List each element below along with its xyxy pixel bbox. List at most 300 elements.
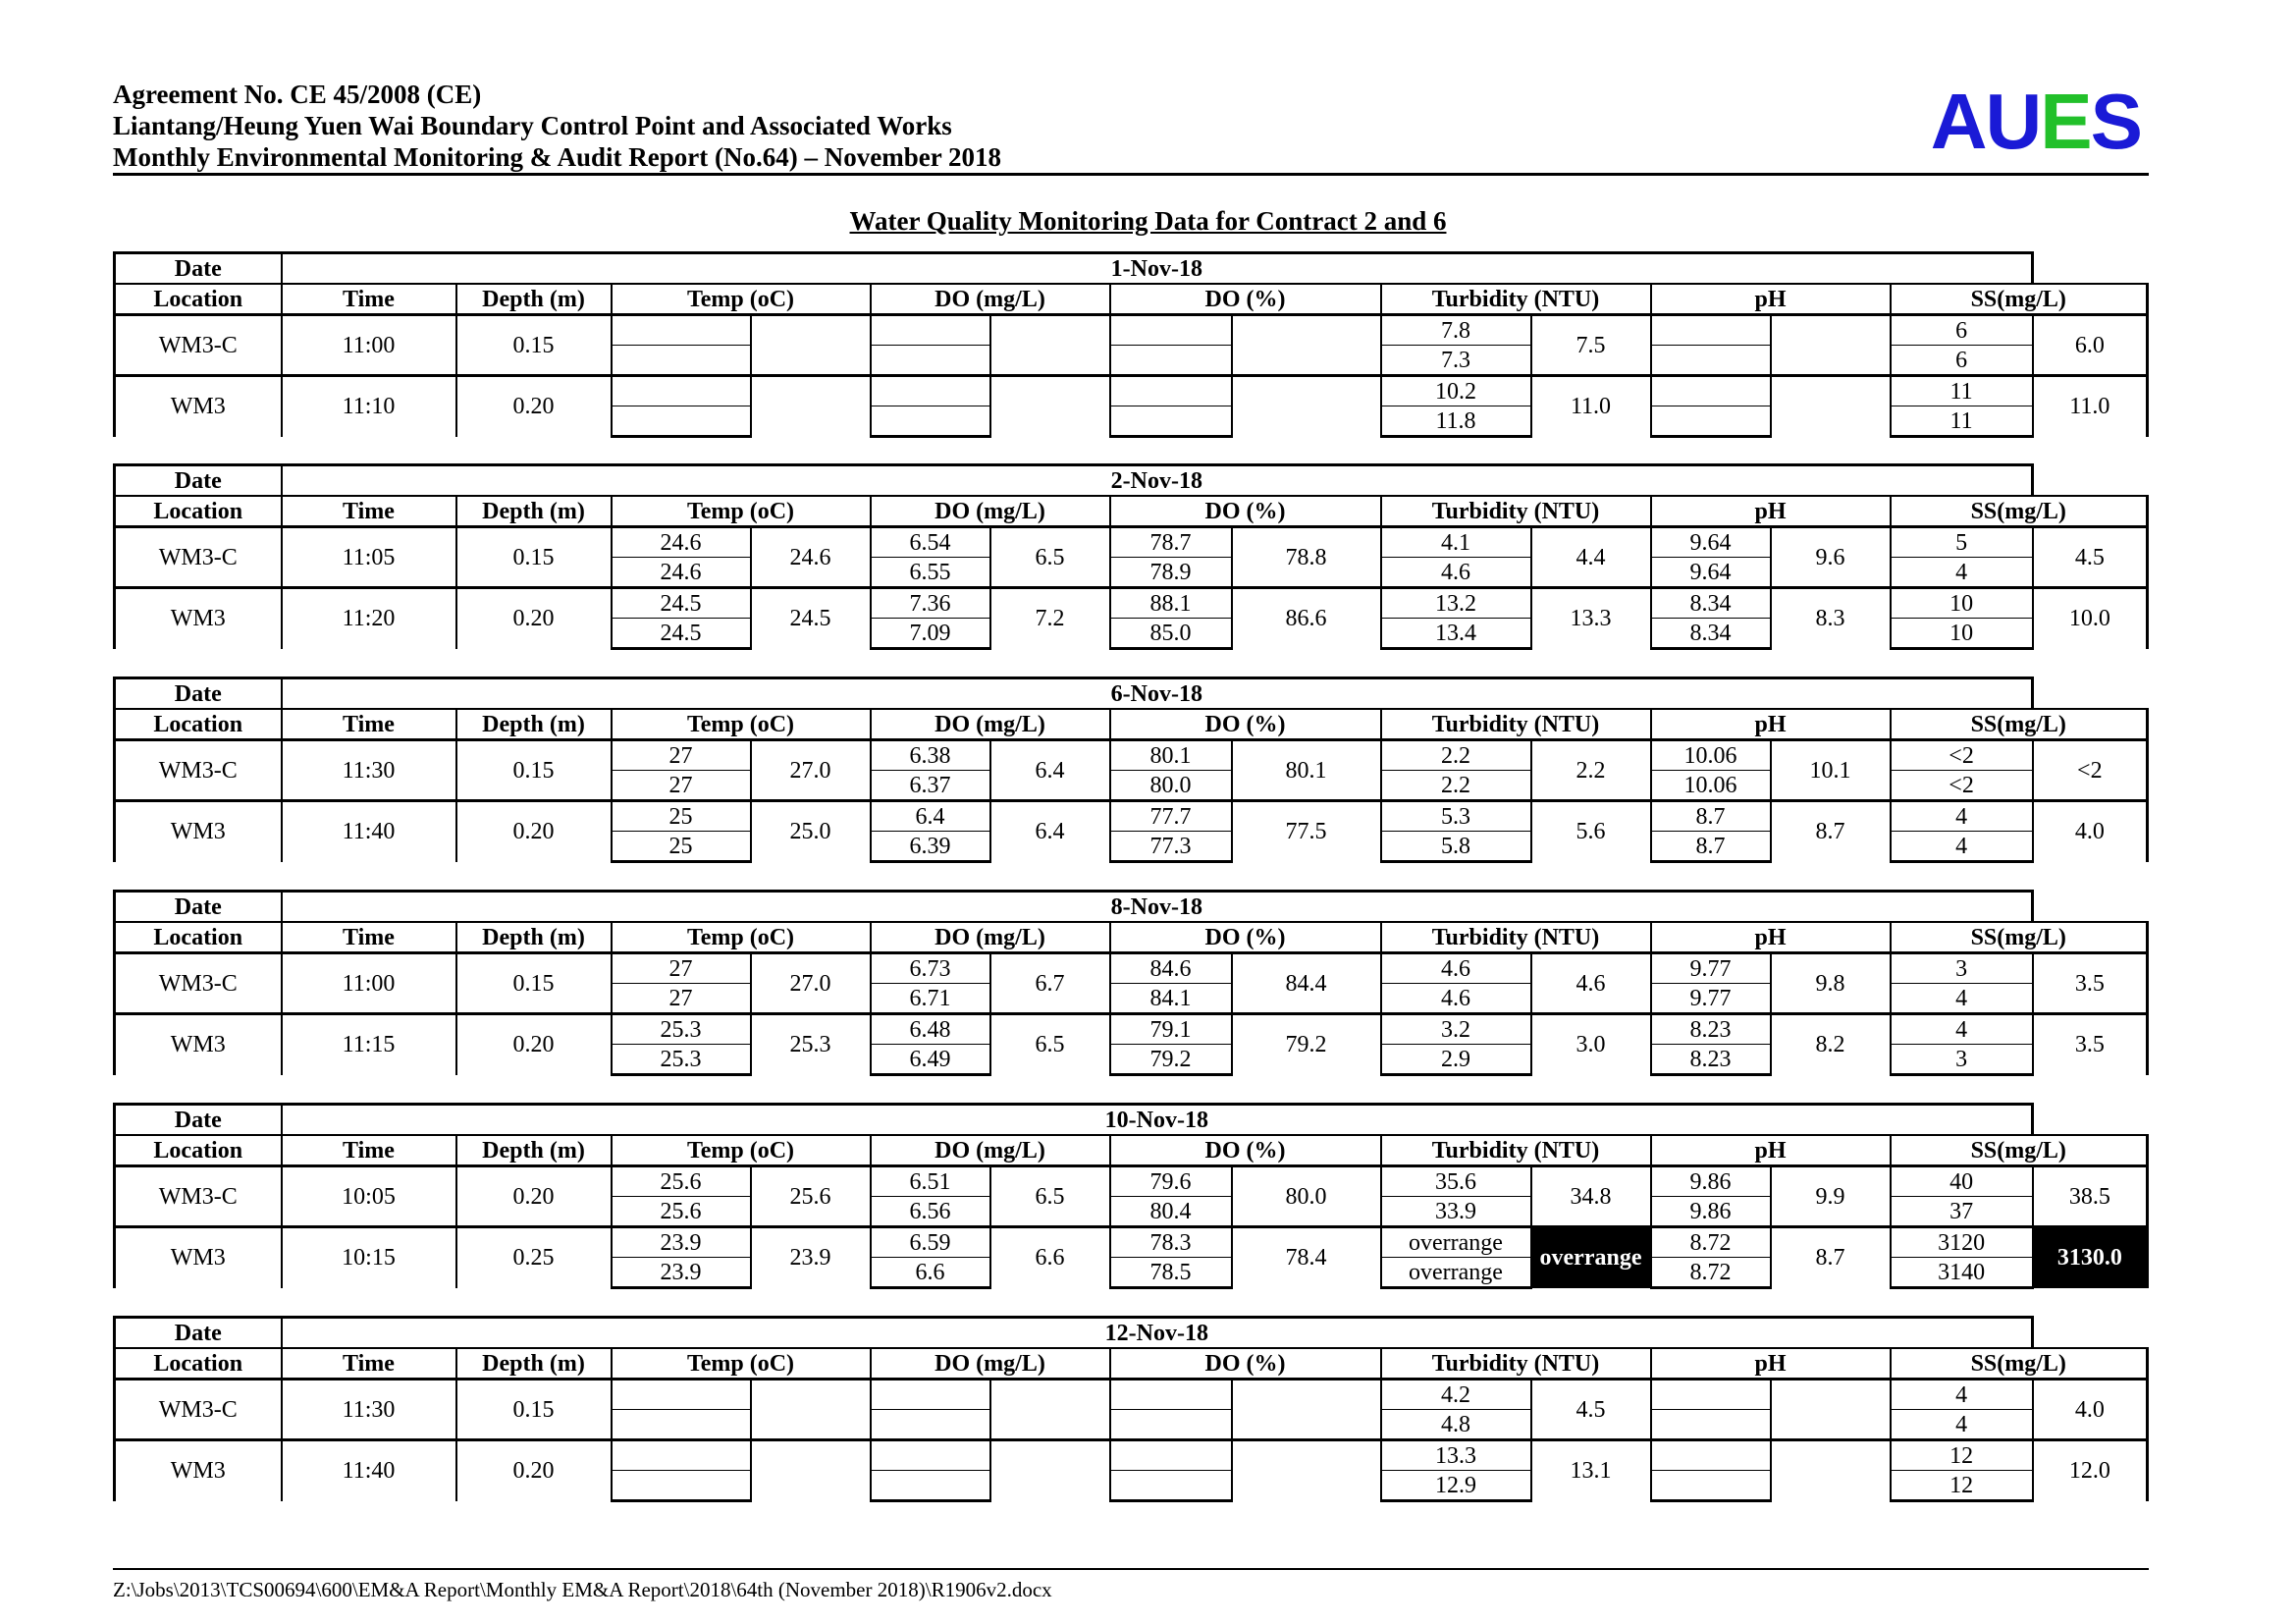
ss-reading: 11 (1891, 376, 2033, 406)
temp-avg: 24.6 (751, 527, 871, 588)
ss-reading: 10 (1891, 588, 2033, 619)
do-mg-reading: 6.37 (871, 771, 990, 801)
temp-header: Temp (oC) (612, 1348, 871, 1380)
ss-reading: <2 (1891, 740, 2033, 771)
temp-header: Temp (oC) (612, 1135, 871, 1166)
ph-reading: 8.23 (1651, 1045, 1771, 1075)
ph-header: pH (1651, 1135, 1891, 1166)
ph-avg: 8.2 (1771, 1014, 1891, 1075)
aues-logo (1930, 78, 2141, 165)
ph-header: pH (1651, 922, 1891, 953)
depth-cell: 0.15 (456, 527, 612, 588)
do-mg-reading (871, 1471, 990, 1501)
turbidity-reading: 2.2 (1381, 740, 1531, 771)
date-label: Date (115, 253, 282, 285)
ss-reading: 6 (1891, 315, 2033, 346)
temp-avg (751, 376, 871, 437)
do-pct-reading: 79.1 (1110, 1014, 1232, 1045)
project-name: Liantang/Heung Yuen Wai Boundary Control Point and Associated Works (113, 111, 952, 140)
turbidity-avg: 2.2 (1531, 740, 1651, 801)
temp-avg (751, 1440, 871, 1501)
page-title: Water Quality Monitoring Data for Contract 2 and 6 (849, 206, 1447, 236)
temp-avg (751, 315, 871, 376)
logo-letter: A (1930, 78, 1986, 165)
time-header: Time (282, 1135, 456, 1166)
do-mg-avg: 6.4 (990, 801, 1110, 862)
do-pct-reading: 79.2 (1110, 1045, 1232, 1075)
agreement-number: Agreement No. CE 45/2008 (CE) (113, 80, 482, 109)
ss-reading: 4 (1891, 832, 2033, 862)
ss-header: SS(mg/L) (1891, 709, 2148, 740)
do-pct-avg: 78.8 (1232, 527, 1381, 588)
file-path-footer: Z:\Jobs\2013\TCS00694\600\EM&A Report\Monthly EM&A Report\2018\64th (November 2018)\R1906v2.docx (113, 1568, 2149, 1602)
do-mg-avg: 6.7 (990, 953, 1110, 1014)
temp-header: Temp (oC) (612, 709, 871, 740)
monitoring-table (113, 463, 2149, 650)
ph-reading: 9.77 (1651, 953, 1771, 984)
ss-avg: 11.0 (2033, 376, 2148, 437)
ph-header: pH (1651, 709, 1891, 740)
turbidity-reading: 33.9 (1381, 1197, 1531, 1227)
temp-reading (612, 346, 751, 376)
time-cell: 10:05 (282, 1166, 456, 1227)
time-cell: 11:05 (282, 527, 456, 588)
ph-avg: 8.3 (1771, 588, 1891, 649)
turbidity-reading: 11.8 (1381, 406, 1531, 437)
ph-reading: 9.86 (1651, 1166, 1771, 1197)
do-pct-reading: 78.3 (1110, 1227, 1232, 1258)
date-value: 12-Nov-18 (282, 1318, 2033, 1349)
location-cell: WM3-C (115, 1380, 282, 1440)
temp-avg (751, 1380, 871, 1440)
time-cell: 11:15 (282, 1014, 456, 1075)
location-header: Location (115, 922, 282, 953)
do-pct-avg: 78.4 (1232, 1227, 1381, 1288)
ss-header: SS(mg/L) (1891, 922, 2148, 953)
do-mg-avg: 6.6 (990, 1227, 1110, 1288)
ph-reading: 8.7 (1651, 832, 1771, 862)
date-value: 10-Nov-18 (282, 1105, 2033, 1136)
do-mg-header: DO (mg/L) (871, 284, 1110, 315)
do-mg-header: DO (mg/L) (871, 922, 1110, 953)
location-cell: WM3-C (115, 315, 282, 376)
ss-reading: 37 (1891, 1197, 2033, 1227)
turbidity-reading: 12.9 (1381, 1471, 1531, 1501)
date-label: Date (115, 678, 282, 710)
ss-reading: 4 (1891, 801, 2033, 832)
do-pct-reading: 78.7 (1110, 527, 1232, 558)
ph-reading (1651, 1410, 1771, 1440)
do-pct-reading (1110, 376, 1232, 406)
do-pct-reading (1110, 406, 1232, 437)
location-cell: WM3 (115, 1227, 282, 1288)
temp-avg: 27.0 (751, 953, 871, 1014)
temp-reading (612, 1410, 751, 1440)
ph-reading: 9.77 (1651, 984, 1771, 1014)
turbidity-reading: 4.2 (1381, 1380, 1531, 1410)
depth-cell: 0.20 (456, 588, 612, 649)
turbidity-avg: 7.5 (1531, 315, 1651, 376)
ss-avg: 10.0 (2033, 588, 2148, 649)
ph-avg (1771, 315, 1891, 376)
temp-reading: 24.5 (612, 619, 751, 649)
ph-reading: 8.7 (1651, 801, 1771, 832)
logo-letter: E (2040, 78, 2091, 165)
temp-reading (612, 1471, 751, 1501)
depth-header: Depth (m) (456, 496, 612, 527)
do-pct-reading (1110, 1410, 1232, 1440)
location-cell: WM3-C (115, 953, 282, 1014)
do-mg-reading (871, 346, 990, 376)
time-cell: 11:00 (282, 953, 456, 1014)
temp-reading: 25.3 (612, 1014, 751, 1045)
logo-letter: U (1985, 78, 2041, 165)
do-mg-header: DO (mg/L) (871, 1348, 1110, 1380)
ph-reading: 9.64 (1651, 527, 1771, 558)
date-label: Date (115, 892, 282, 923)
do-mg-avg: 6.5 (990, 527, 1110, 588)
do-mg-reading: 6.6 (871, 1258, 990, 1288)
time-cell: 11:30 (282, 1380, 456, 1440)
do-mg-reading: 6.49 (871, 1045, 990, 1075)
do-mg-avg: 6.5 (990, 1166, 1110, 1227)
do-pct-avg: 79.2 (1232, 1014, 1381, 1075)
temp-avg: 27.0 (751, 740, 871, 801)
temp-reading (612, 315, 751, 346)
monitoring-table (113, 1103, 2149, 1289)
do-mg-header: DO (mg/L) (871, 496, 1110, 527)
ss-avg: 4.0 (2033, 801, 2148, 862)
ss-header: SS(mg/L) (1891, 1348, 2148, 1380)
location-cell: WM3 (115, 801, 282, 862)
ph-reading: 10.06 (1651, 740, 1771, 771)
do-mg-reading: 6.51 (871, 1166, 990, 1197)
do-pct-avg (1232, 376, 1381, 437)
do-pct-reading (1110, 1440, 1232, 1471)
depth-cell: 0.15 (456, 1380, 612, 1440)
depth-cell: 0.20 (456, 1014, 612, 1075)
turbidity-reading: 13.4 (1381, 619, 1531, 649)
do-mg-avg (990, 376, 1110, 437)
ph-avg: 9.6 (1771, 527, 1891, 588)
time-cell: 11:40 (282, 801, 456, 862)
ph-reading: 8.34 (1651, 619, 1771, 649)
ss-avg: 12.0 (2033, 1440, 2148, 1501)
time-header: Time (282, 922, 456, 953)
ss-reading: 6 (1891, 346, 2033, 376)
turbidity-reading: overrange (1381, 1258, 1531, 1288)
time-cell: 11:30 (282, 740, 456, 801)
date-label: Date (115, 465, 282, 497)
turbidity-reading: 7.3 (1381, 346, 1531, 376)
ph-header: pH (1651, 284, 1891, 315)
ph-reading (1651, 315, 1771, 346)
do-mg-reading: 6.55 (871, 558, 990, 588)
ss-reading: 3140 (1891, 1258, 2033, 1288)
do-pct-avg (1232, 315, 1381, 376)
depth-cell: 0.20 (456, 1440, 612, 1501)
turbidity-header: Turbidity (NTU) (1381, 496, 1651, 527)
turbidity-avg: 4.4 (1531, 527, 1651, 588)
do-mg-reading (871, 1440, 990, 1471)
temp-reading: 25 (612, 801, 751, 832)
temp-avg: 25.3 (751, 1014, 871, 1075)
ph-avg: 10.1 (1771, 740, 1891, 801)
location-cell: WM3-C (115, 740, 282, 801)
do-mg-reading (871, 406, 990, 437)
ph-reading (1651, 406, 1771, 437)
ph-reading: 8.23 (1651, 1014, 1771, 1045)
turbidity-avg: 4.5 (1531, 1380, 1651, 1440)
do-mg-reading: 6.56 (871, 1197, 990, 1227)
ss-avg: 4.5 (2033, 527, 2148, 588)
do-mg-reading: 6.48 (871, 1014, 990, 1045)
do-pct-reading: 80.0 (1110, 771, 1232, 801)
do-mg-avg: 7.2 (990, 588, 1110, 649)
do-pct-avg (1232, 1440, 1381, 1501)
temp-reading: 25.6 (612, 1197, 751, 1227)
do-mg-avg: 6.5 (990, 1014, 1110, 1075)
do-pct-reading: 79.6 (1110, 1166, 1232, 1197)
ph-reading (1651, 1471, 1771, 1501)
temp-reading: 23.9 (612, 1227, 751, 1258)
location-header: Location (115, 709, 282, 740)
do-pct-reading: 78.5 (1110, 1258, 1232, 1288)
do-pct-reading: 78.9 (1110, 558, 1232, 588)
ss-reading: 3 (1891, 953, 2033, 984)
turbidity-header: Turbidity (NTU) (1381, 709, 1651, 740)
ph-reading (1651, 1380, 1771, 1410)
turbidity-avg: overrange (1531, 1227, 1651, 1288)
temp-avg: 24.5 (751, 588, 871, 649)
temp-reading: 25.3 (612, 1045, 751, 1075)
do-mg-reading (871, 1410, 990, 1440)
ss-reading: 4 (1891, 558, 2033, 588)
do-mg-header: DO (mg/L) (871, 1135, 1110, 1166)
turbidity-avg: 4.6 (1531, 953, 1651, 1014)
ss-header: SS(mg/L) (1891, 1135, 2148, 1166)
ph-reading: 9.86 (1651, 1197, 1771, 1227)
ph-reading: 8.34 (1651, 588, 1771, 619)
turbidity-avg: 34.8 (1531, 1166, 1651, 1227)
turbidity-reading: 5.3 (1381, 801, 1531, 832)
ph-avg (1771, 1440, 1891, 1501)
turbidity-reading: 4.1 (1381, 527, 1531, 558)
temp-reading: 25.6 (612, 1166, 751, 1197)
time-header: Time (282, 1348, 456, 1380)
time-cell: 11:40 (282, 1440, 456, 1501)
do-pct-reading: 77.7 (1110, 801, 1232, 832)
time-header: Time (282, 709, 456, 740)
do-pct-avg (1232, 1380, 1381, 1440)
ss-reading: 40 (1891, 1166, 2033, 1197)
date-value: 1-Nov-18 (282, 253, 2033, 285)
ph-avg: 9.8 (1771, 953, 1891, 1014)
ph-reading (1651, 376, 1771, 406)
date-value: 6-Nov-18 (282, 678, 2033, 710)
turbidity-header: Turbidity (NTU) (1381, 922, 1651, 953)
ph-header: pH (1651, 1348, 1891, 1380)
temp-reading: 24.5 (612, 588, 751, 619)
ph-reading (1651, 1440, 1771, 1471)
ph-header: pH (1651, 496, 1891, 527)
ph-avg: 8.7 (1771, 1227, 1891, 1288)
do-pct-reading: 80.4 (1110, 1197, 1232, 1227)
turbidity-reading: 4.8 (1381, 1410, 1531, 1440)
ss-reading: 4 (1891, 1014, 2033, 1045)
do-mg-reading: 6.71 (871, 984, 990, 1014)
ss-avg: 3.5 (2033, 953, 2148, 1014)
ss-header: SS(mg/L) (1891, 284, 2148, 315)
depth-cell: 0.25 (456, 1227, 612, 1288)
location-header: Location (115, 1348, 282, 1380)
ph-reading: 9.64 (1651, 558, 1771, 588)
ss-reading: 12 (1891, 1471, 2033, 1501)
depth-cell: 0.15 (456, 740, 612, 801)
do-pct-avg: 84.4 (1232, 953, 1381, 1014)
do-pct-reading: 84.1 (1110, 984, 1232, 1014)
turbidity-avg: 3.0 (1531, 1014, 1651, 1075)
do-pct-reading (1110, 346, 1232, 376)
turbidity-reading: 4.6 (1381, 558, 1531, 588)
turbidity-reading: 4.6 (1381, 953, 1531, 984)
time-cell: 11:20 (282, 588, 456, 649)
ss-reading: 3120 (1891, 1227, 2033, 1258)
ss-reading: 10 (1891, 619, 2033, 649)
ss-reading: <2 (1891, 771, 2033, 801)
do-mg-avg: 6.4 (990, 740, 1110, 801)
turbidity-avg: 5.6 (1531, 801, 1651, 862)
depth-header: Depth (m) (456, 709, 612, 740)
turbidity-header: Turbidity (NTU) (1381, 1135, 1651, 1166)
logo-letter: S (2090, 78, 2141, 165)
ph-avg: 8.7 (1771, 801, 1891, 862)
date-label: Date (115, 1318, 282, 1349)
do-pct-avg: 80.0 (1232, 1166, 1381, 1227)
ss-header: SS(mg/L) (1891, 496, 2148, 527)
turbidity-avg: 13.1 (1531, 1440, 1651, 1501)
temp-reading (612, 406, 751, 437)
depth-cell: 0.15 (456, 315, 612, 376)
turbidity-reading: 7.8 (1381, 315, 1531, 346)
time-header: Time (282, 284, 456, 315)
do-mg-reading: 6.59 (871, 1227, 990, 1258)
ph-avg (1771, 1380, 1891, 1440)
turbidity-reading: 13.2 (1381, 588, 1531, 619)
date-value: 2-Nov-18 (282, 465, 2033, 497)
do-mg-reading: 7.36 (871, 588, 990, 619)
do-pct-reading: 88.1 (1110, 588, 1232, 619)
monitoring-table (113, 890, 2149, 1076)
monitoring-table (113, 1316, 2149, 1502)
location-cell: WM3 (115, 376, 282, 437)
depth-header: Depth (m) (456, 1348, 612, 1380)
temp-header: Temp (oC) (612, 284, 871, 315)
do-pct-avg: 77.5 (1232, 801, 1381, 862)
ph-reading: 10.06 (1651, 771, 1771, 801)
turbidity-reading: 10.2 (1381, 376, 1531, 406)
do-pct-reading (1110, 1471, 1232, 1501)
do-pct-reading: 85.0 (1110, 619, 1232, 649)
do-mg-avg (990, 1380, 1110, 1440)
do-pct-header: DO (%) (1110, 922, 1381, 953)
do-mg-reading (871, 376, 990, 406)
do-pct-reading: 77.3 (1110, 832, 1232, 862)
location-cell: WM3-C (115, 527, 282, 588)
do-mg-avg (990, 1440, 1110, 1501)
depth-cell: 0.20 (456, 376, 612, 437)
do-mg-header: DO (mg/L) (871, 709, 1110, 740)
turbidity-reading: 35.6 (1381, 1166, 1531, 1197)
turbidity-reading: 2.9 (1381, 1045, 1531, 1075)
do-mg-reading (871, 1380, 990, 1410)
temp-header: Temp (oC) (612, 496, 871, 527)
temp-reading: 27 (612, 740, 751, 771)
time-cell: 11:00 (282, 315, 456, 376)
do-mg-reading: 6.73 (871, 953, 990, 984)
temp-reading: 24.6 (612, 558, 751, 588)
ph-avg: 9.9 (1771, 1166, 1891, 1227)
location-cell: WM3 (115, 1440, 282, 1501)
turbidity-reading: 3.2 (1381, 1014, 1531, 1045)
ss-avg: 4.0 (2033, 1380, 2148, 1440)
location-header: Location (115, 1135, 282, 1166)
do-pct-avg: 80.1 (1232, 740, 1381, 801)
date-value: 8-Nov-18 (282, 892, 2033, 923)
temp-reading: 27 (612, 771, 751, 801)
depth-cell: 0.15 (456, 953, 612, 1014)
time-cell: 10:15 (282, 1227, 456, 1288)
temp-avg: 25.6 (751, 1166, 871, 1227)
ss-avg: 3.5 (2033, 1014, 2148, 1075)
temp-header: Temp (oC) (612, 922, 871, 953)
turbidity-avg: 13.3 (1531, 588, 1651, 649)
do-pct-header: DO (%) (1110, 1348, 1381, 1380)
depth-cell: 0.20 (456, 1166, 612, 1227)
do-pct-reading: 80.1 (1110, 740, 1232, 771)
turbidity-reading: 5.8 (1381, 832, 1531, 862)
depth-header: Depth (m) (456, 284, 612, 315)
temp-avg: 25.0 (751, 801, 871, 862)
temp-reading: 27 (612, 953, 751, 984)
temp-reading (612, 376, 751, 406)
depth-header: Depth (m) (456, 922, 612, 953)
ss-reading: 3 (1891, 1045, 2033, 1075)
date-label: Date (115, 1105, 282, 1136)
ss-avg: <2 (2033, 740, 2148, 801)
turbidity-header: Turbidity (NTU) (1381, 1348, 1651, 1380)
do-pct-reading (1110, 315, 1232, 346)
time-cell: 11:10 (282, 376, 456, 437)
do-mg-reading: 6.54 (871, 527, 990, 558)
location-header: Location (115, 496, 282, 527)
ss-reading: 11 (1891, 406, 2033, 437)
do-pct-reading (1110, 1380, 1232, 1410)
do-pct-avg: 86.6 (1232, 588, 1381, 649)
temp-reading (612, 1380, 751, 1410)
location-cell: WM3 (115, 1014, 282, 1075)
do-mg-reading: 6.4 (871, 801, 990, 832)
ss-avg: 3130.0 (2033, 1227, 2148, 1288)
do-pct-header: DO (%) (1110, 1135, 1381, 1166)
monitoring-table (113, 677, 2149, 863)
ph-avg (1771, 376, 1891, 437)
report-header (113, 79, 2149, 176)
temp-reading: 24.6 (612, 527, 751, 558)
temp-reading: 27 (612, 984, 751, 1014)
turbidity-reading: 2.2 (1381, 771, 1531, 801)
do-mg-reading: 7.09 (871, 619, 990, 649)
